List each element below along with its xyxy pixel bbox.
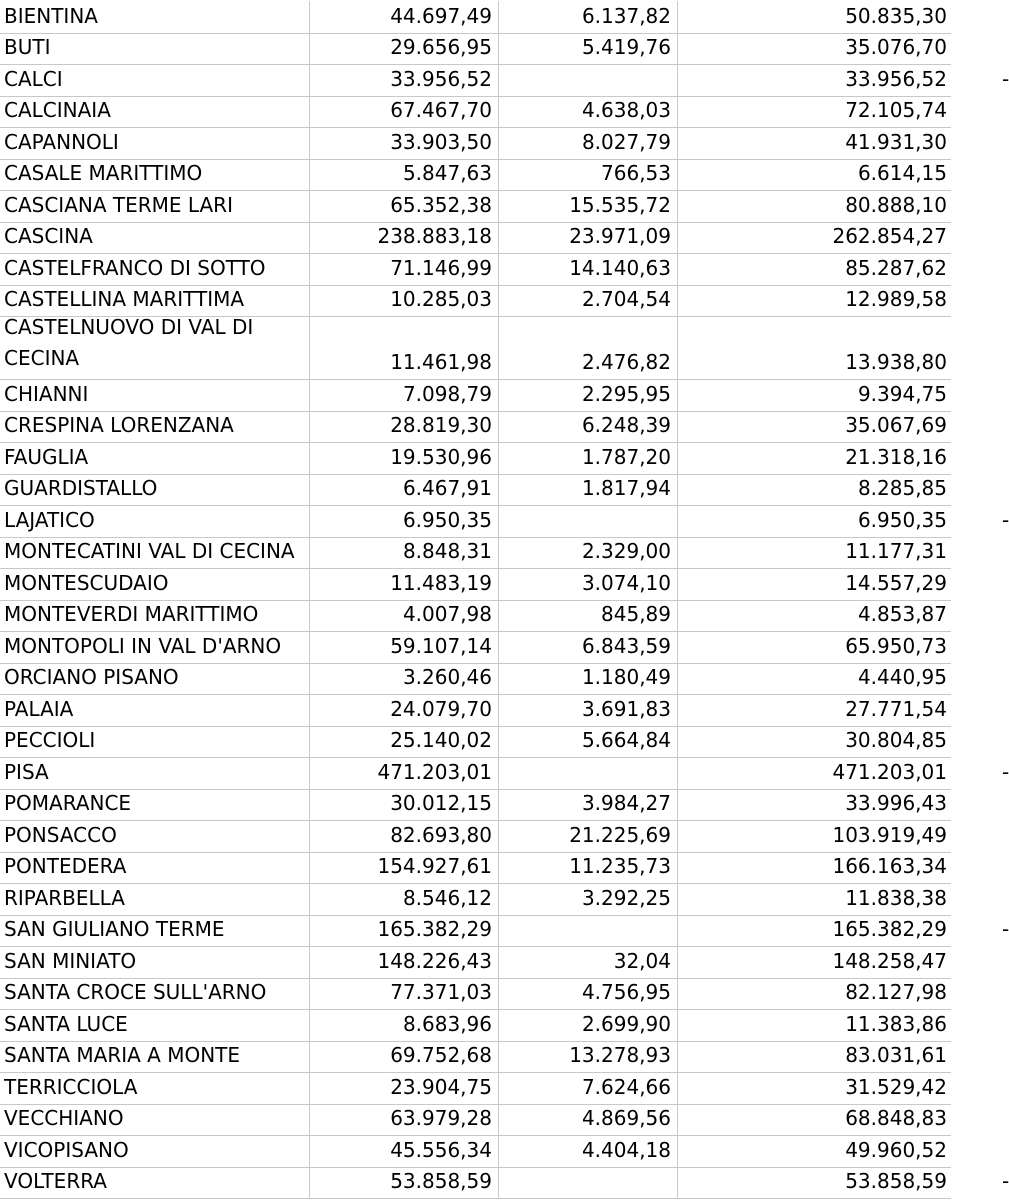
value-1-cell[interactable]: 24.079,70	[310, 694, 499, 726]
value-1-cell[interactable]: 11.461,98	[310, 316, 499, 379]
value-1-cell[interactable]: 53.858,59	[310, 1167, 499, 1199]
value-2-cell[interactable]: 845,89	[499, 600, 678, 632]
table-row[interactable]	[0, 159, 951, 192]
municipality-cell[interactable]: PONSACCO	[0, 820, 310, 852]
value-1-cell[interactable]: 165.382,29	[310, 915, 499, 947]
table-row[interactable]	[0, 127, 951, 160]
total-cell[interactable]: 471.203,01	[832, 759, 947, 784]
value-1-cell[interactable]: 25.140,02	[310, 726, 499, 758]
municipality-cell[interactable]: CASCIANA TERME LARI	[0, 190, 310, 222]
value-1-cell[interactable]: 59.107,14	[310, 631, 499, 663]
table-row[interactable]	[0, 946, 951, 979]
total-cell[interactable]: 14.557,29	[845, 570, 947, 595]
value-1-cell[interactable]: 44.697,49	[310, 1, 499, 33]
empty-value-dash: -	[1002, 1169, 1009, 1193]
total-cell[interactable]: 49.960,52	[845, 1137, 947, 1162]
value-2-cell[interactable]: 5.664,84	[499, 726, 678, 758]
value-2-cell[interactable]: 8.027,79	[499, 127, 678, 159]
municipality-cell[interactable]: CASALE MARITTIMO	[0, 159, 310, 191]
table-row[interactable]	[0, 694, 951, 727]
empty-value-dash: -	[1002, 66, 1009, 91]
value-2-cell[interactable]: 4.638,03	[499, 96, 678, 128]
value-2-cell[interactable]: 3.292,25	[499, 883, 678, 915]
total-cell[interactable]: 68.848,83	[845, 1106, 947, 1130]
table-row[interactable]	[0, 505, 1009, 538]
table-row[interactable]	[0, 474, 951, 507]
value-1-cell[interactable]: 238.883,18	[310, 222, 499, 254]
table-row[interactable]	[0, 1009, 951, 1042]
value-1-cell[interactable]: 148.226,43	[310, 946, 499, 978]
municipality-name-line2: CECINA	[4, 346, 80, 370]
table-row[interactable]	[0, 253, 951, 286]
value-2-cell[interactable]: 766,53	[499, 159, 678, 191]
total-cell[interactable]: 33.956,52	[845, 66, 947, 91]
value-2-cell[interactable]: 3.691,83	[499, 694, 678, 726]
municipality-cell[interactable]: BUTI	[0, 33, 310, 65]
municipality-cell[interactable]: CHIANNI	[0, 379, 310, 411]
municipality-cell[interactable]: CRESPINA LORENZANA	[0, 411, 310, 443]
total-cell[interactable]: 8.285,85	[857, 476, 947, 500]
value-1-cell[interactable]: 45.556,34	[310, 1135, 499, 1167]
total-cell[interactable]: 82.127,98	[845, 980, 947, 1004]
value-2-cell[interactable]: 2.699,90	[499, 1009, 678, 1041]
total-cell[interactable]: 9.394,75	[857, 381, 947, 406]
total-cell[interactable]: 80.888,10	[845, 192, 947, 217]
value-1-cell[interactable]: 471.203,01	[310, 757, 499, 789]
municipality-cell[interactable]: CALCINAIA	[0, 96, 310, 128]
value-2-cell[interactable]: 13.278,93	[499, 1041, 678, 1073]
municipality-cell[interactable]: ORCIANO PISANO	[0, 663, 310, 695]
table-row[interactable]	[0, 820, 951, 853]
total-cell[interactable]: 262.854,27	[832, 224, 947, 248]
table-row[interactable]	[0, 663, 951, 696]
municipality-cell[interactable]: MONTECATINI VAL DI CECINA	[0, 537, 310, 569]
total-cell[interactable]: 6.950,35	[857, 507, 947, 532]
value-1-cell[interactable]: 3.260,46	[310, 663, 499, 695]
table-row[interactable]	[0, 978, 951, 1011]
value-2-cell[interactable]: 1.787,20	[499, 442, 678, 474]
value-1-cell[interactable]: 67.467,70	[310, 96, 499, 128]
total-cell[interactable]: 27.771,54	[845, 696, 947, 721]
total-cell[interactable]: 33.996,43	[845, 791, 947, 815]
municipality-cell[interactable]: FAUGLIA	[0, 442, 310, 474]
total-cell[interactable]: 12.989,58	[845, 287, 947, 311]
total-cell[interactable]: 41.931,30	[845, 129, 947, 154]
total-cell[interactable]: 6.614,15	[857, 161, 947, 185]
municipality-cell[interactable]: LAJATICO	[0, 505, 310, 537]
table-row[interactable]	[0, 96, 951, 129]
municipality-cell[interactable]: CASCINA	[0, 222, 310, 254]
municipality-cell[interactable]: SANTA CROCE SULL'ARNO	[0, 978, 310, 1010]
table-row[interactable]	[0, 631, 951, 664]
table-row[interactable]	[0, 316, 951, 380]
total-cell[interactable]: 4.853,87	[857, 602, 947, 626]
table-row[interactable]	[0, 1041, 951, 1074]
value-2-cell[interactable]: 32,04	[499, 946, 678, 978]
table-row[interactable]	[0, 33, 951, 66]
municipality-cell[interactable]: VICOPISANO	[0, 1135, 310, 1167]
municipality-cell[interactable]: PISA	[0, 757, 310, 789]
value-1-cell[interactable]: 33.903,50	[310, 127, 499, 159]
total-cell[interactable]: 72.105,74	[845, 98, 947, 122]
value-1-cell[interactable]: 5.847,63	[310, 159, 499, 191]
municipality-cell[interactable]: CASTELLINA MARITTIMA	[0, 285, 310, 317]
value-1-cell[interactable]: 10.285,03	[310, 285, 499, 317]
value-2-cell[interactable]: 23.971,09	[499, 222, 678, 254]
municipality-cell[interactable]: SAN MINIATO	[0, 946, 310, 978]
value-2-cell[interactable]: 3.984,27	[499, 789, 678, 821]
value-2-cell[interactable]: 3.074,10	[499, 568, 678, 600]
value-2-cell[interactable]: 4.756,95	[499, 978, 678, 1010]
table-row[interactable]	[0, 915, 1009, 948]
municipality-cell[interactable]: CALCI	[0, 64, 310, 96]
total-cell[interactable]: 11.177,31	[845, 539, 947, 563]
municipality-cell[interactable]: MONTOPOLI IN VAL D'ARNO	[0, 631, 310, 663]
total-cell[interactable]: 83.031,61	[845, 1043, 947, 1067]
municipality-cell[interactable]: MONTEVERDI MARITTIMO	[0, 600, 310, 632]
municipality-cell[interactable]: PECCIOLI	[0, 726, 310, 758]
municipality-cell[interactable]: POMARANCE	[0, 789, 310, 821]
value-2-cell[interactable]: 15.535,72	[499, 190, 678, 222]
value-1-cell[interactable]: 77.371,03	[310, 978, 499, 1010]
municipality-cell[interactable]: VOLTERRA	[0, 1167, 310, 1199]
total-cell[interactable]: 21.318,16	[845, 444, 947, 469]
table-row[interactable]	[0, 1135, 951, 1168]
value-2-cell[interactable]: 6.843,59	[499, 631, 678, 663]
value-1-cell[interactable]: 11.483,19	[310, 568, 499, 600]
total-cell[interactable]: 35.076,70	[845, 35, 947, 59]
value-2-cell[interactable]: 6.248,39	[499, 411, 678, 443]
total-cell[interactable]: 65.950,73	[845, 633, 947, 658]
empty-value-dash: -	[1002, 507, 1009, 532]
table-row[interactable]	[0, 757, 1009, 790]
value-1-cell[interactable]: 63.979,28	[310, 1104, 499, 1136]
municipality-cell[interactable]: GUARDISTALLO	[0, 474, 310, 506]
value-1-cell[interactable]: 23.904,75	[310, 1072, 499, 1104]
value-1-cell[interactable]: 30.012,15	[310, 789, 499, 821]
total-cell[interactable]: 103.919,49	[832, 822, 947, 847]
municipality-cell[interactable]	[0, 316, 310, 379]
value-1-cell[interactable]: 4.007,98	[310, 600, 499, 632]
value-2-cell[interactable]: 2.704,54	[499, 285, 678, 317]
value-1-cell[interactable]: 154.927,61	[310, 852, 499, 884]
municipality-cell[interactable]: SANTA MARIA A MONTE	[0, 1041, 310, 1073]
total-cell[interactable]: 53.858,59	[845, 1169, 947, 1193]
table-row[interactable]	[0, 568, 951, 601]
value-2-cell[interactable]: 2.476,82	[499, 316, 678, 379]
table-row[interactable]	[0, 222, 951, 255]
value-1-cell[interactable]: 19.530,96	[310, 442, 499, 474]
value-2-cell[interactable]: 4.869,56	[499, 1104, 678, 1136]
municipality-cell[interactable]: PONTEDERA	[0, 852, 310, 884]
municipality-cell[interactable]: SANTA LUCE	[0, 1009, 310, 1041]
value-1-cell[interactable]: 65.352,38	[310, 190, 499, 222]
municipality-cell[interactable]: TERRICCIOLA	[0, 1072, 310, 1104]
total-cell[interactable]: 4.440,95	[857, 665, 947, 689]
value-1-cell[interactable]: 71.146,99	[310, 253, 499, 285]
total-cell[interactable]: 31.529,42	[845, 1074, 947, 1099]
municipality-cell[interactable]: CAPANNOLI	[0, 127, 310, 159]
value-1-cell[interactable]: 8.848,31	[310, 537, 499, 569]
table-row[interactable]	[0, 64, 1009, 97]
empty-value-dash: -	[1002, 759, 1009, 784]
value-2-cell[interactable]: 14.140,63	[499, 253, 678, 285]
table-row[interactable]	[0, 411, 951, 444]
municipality-cell[interactable]: BIENTINA	[0, 1, 310, 33]
total-cell[interactable]: 11.838,38	[845, 885, 947, 910]
total-cell[interactable]: 11.383,86	[845, 1011, 947, 1036]
value-1-cell[interactable]: 8.683,96	[310, 1009, 499, 1041]
table-row[interactable]	[0, 600, 951, 633]
municipality-cell[interactable]: PALAIA	[0, 694, 310, 726]
table-row[interactable]	[0, 190, 951, 223]
value-2-cell[interactable]: 5.419,76	[499, 33, 678, 65]
table-row[interactable]	[0, 1104, 951, 1137]
municipality-name-line1: CASTELNUOVO DI VAL DI	[4, 315, 254, 339]
table-row[interactable]	[0, 852, 951, 885]
total-cell[interactable]: 35.067,69	[845, 413, 947, 437]
value-1-cell[interactable]: 29.656,95	[310, 33, 499, 65]
value-2-cell[interactable]: 11.235,73	[499, 852, 678, 884]
total-cell[interactable]: 30.804,85	[845, 728, 947, 752]
table-row[interactable]	[0, 1167, 1009, 1200]
total-cell[interactable]: 166.163,34	[832, 854, 947, 878]
value-2-cell[interactable]: 1.817,94	[499, 474, 678, 506]
municipality-cell[interactable]: CASTELFRANCO DI SOTTO	[0, 253, 310, 285]
table-row[interactable]	[0, 1072, 951, 1105]
table-row[interactable]	[0, 537, 951, 570]
total-cell[interactable]: 148.258,47	[832, 948, 947, 973]
value-2-cell[interactable]: 6.137,82	[499, 1, 678, 33]
value-1-cell[interactable]: 6.467,91	[310, 474, 499, 506]
value-1-cell[interactable]: 33.956,52	[310, 64, 499, 96]
value-1-cell[interactable]: 28.819,30	[310, 411, 499, 443]
total-cell[interactable]: 85.287,62	[845, 255, 947, 280]
municipality-cell[interactable]: RIPARBELLA	[0, 883, 310, 915]
municipality-cell[interactable]: SAN GIULIANO TERME	[0, 915, 310, 947]
total-cell[interactable]: 13.938,80	[845, 350, 947, 374]
table-row[interactable]	[0, 789, 951, 822]
value-1-cell[interactable]: 82.693,80	[310, 820, 499, 852]
value-2-cell[interactable]: 7.624,66	[499, 1072, 678, 1104]
municipality-cell[interactable]: VECCHIANO	[0, 1104, 310, 1136]
value-2-cell[interactable]: 4.404,18	[499, 1135, 678, 1167]
empty-value-dash: -	[1002, 917, 1009, 941]
value-1-cell[interactable]: 7.098,79	[310, 379, 499, 411]
total-cell[interactable]: 165.382,29	[832, 917, 947, 941]
table-row[interactable]	[0, 1, 951, 34]
total-cell[interactable]: 50.835,30	[845, 3, 947, 28]
value-2-cell[interactable]: 1.180,49	[499, 663, 678, 695]
value-1-cell[interactable]: 8.546,12	[310, 883, 499, 915]
value-2-cell[interactable]: 2.329,00	[499, 537, 678, 569]
table-row[interactable]	[0, 883, 951, 916]
table-row[interactable]	[0, 442, 951, 475]
table-row[interactable]	[0, 379, 951, 412]
value-1-cell[interactable]: 6.950,35	[310, 505, 499, 537]
value-1-cell[interactable]: 69.752,68	[310, 1041, 499, 1073]
municipality-cell[interactable]: MONTESCUDAIO	[0, 568, 310, 600]
table-row[interactable]	[0, 726, 951, 759]
value-2-cell[interactable]: 2.295,95	[499, 379, 678, 411]
value-2-cell[interactable]: 21.225,69	[499, 820, 678, 852]
